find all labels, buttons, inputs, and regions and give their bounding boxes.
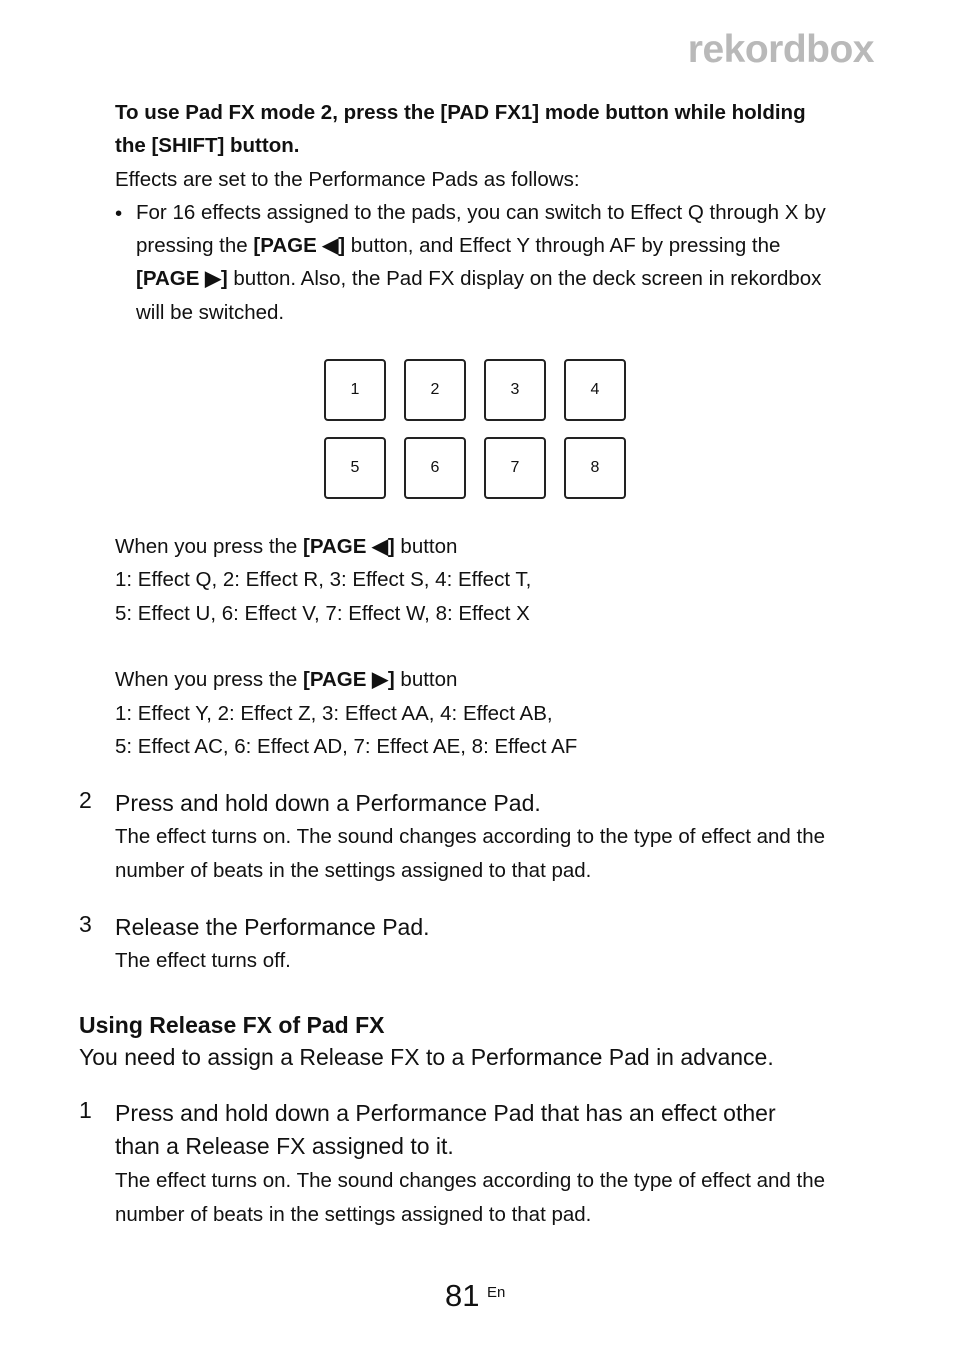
page-right-button-ref: [PAGE ▶]: [136, 267, 228, 290]
pad-3: 3: [484, 359, 546, 421]
brand-logo: rekordbox: [687, 28, 874, 71]
bullet-marker: •: [115, 202, 123, 225]
page-left-effects-2: 5: Effect U, 6: Effect V, 7: Effect W, 8: Effect X: [115, 602, 530, 625]
bullet-line1: For 16 effects assigned to the pads, you can switch to Effect Q through X by: [136, 201, 826, 224]
pad-1: 1: [324, 359, 386, 421]
pad-8: 8: [564, 437, 626, 499]
bullet-line3-b: button. Also, the Pad FX display on the deck screen in rekordbox: [227, 267, 822, 290]
step-2-body-line1: The effect turns on. The sound changes according to the type of effect and the: [115, 825, 826, 848]
step-1-title-line1: Press and hold down a Performance Pad that has an effect other: [115, 1100, 776, 1126]
bullet-line2-a: pressing the: [136, 234, 254, 257]
page-number: 81: [445, 1278, 480, 1313]
step-2-body-line2: number of beats in the settings assigned to that pad.: [115, 859, 592, 882]
page-left-heading: [115, 530, 457, 563]
step-3-title: Release the Performance Pad.: [115, 914, 430, 940]
pad-5: 5: [324, 437, 386, 499]
page-right-heading-a: When you press the: [115, 668, 304, 691]
page-left-heading-c: button: [394, 535, 458, 558]
step-1-body-line1: The effect turns on. The sound changes according to the type of effect and the: [115, 1169, 826, 1192]
step-2-title: Press and hold down a Performance Pad.: [115, 790, 541, 816]
step-2-number: 2: [79, 787, 92, 813]
section-lead: You need to assign a Release FX to a Performance Pad in advance.: [79, 1044, 774, 1070]
intro-text: Effects are set to the Performance Pads as follows:: [115, 168, 580, 191]
page-right-heading-b: [PAGE ▶]: [303, 668, 395, 691]
step-1-number: 1: [79, 1097, 92, 1123]
page-left-button-ref: [PAGE ◀]: [253, 234, 346, 257]
step-1-title-line2: than a Release FX assigned to it.: [115, 1133, 454, 1159]
pad-2: 2: [404, 359, 466, 421]
bullet-line2-c: button, and Effect Y through AF by pressing the: [345, 234, 781, 257]
intro-instruction-line1: To use Pad FX mode 2, press the [PAD FX1] mode button while holding: [115, 101, 806, 124]
page-left-effects-1: 1: Effect Q, 2: Effect R, 3: Effect S, 4: Effect T,: [115, 568, 532, 591]
step-1-body-line2: number of beats in the settings assigned to that pad.: [115, 1203, 592, 1226]
step-3-body-line1: The effect turns off.: [115, 949, 291, 972]
intro-instruction-line2: the [SHIFT] button.: [115, 134, 300, 157]
page-right-effects-2: 5: Effect AC, 6: Effect AD, 7: Effect AE, 8: Effect AF: [115, 735, 578, 758]
page-right-heading: [115, 663, 457, 696]
pad-6: 6: [404, 437, 466, 499]
pad-4: 4: [564, 359, 626, 421]
section-heading: Using Release FX of Pad FX: [79, 1012, 385, 1038]
bullet-line3: [136, 262, 821, 295]
bullet-line2: [136, 229, 780, 262]
page-right-heading-c: button: [394, 668, 458, 691]
bullet-line4: will be switched.: [136, 301, 285, 324]
page-left-heading-a: When you press the: [115, 535, 304, 558]
step-3-number: 3: [79, 911, 92, 937]
pad-7: 7: [484, 437, 546, 499]
page-language: En: [487, 1284, 506, 1301]
page-left-heading-b: [PAGE ◀]: [303, 535, 395, 558]
page-right-effects-1: 1: Effect Y, 2: Effect Z, 3: Effect AA, 4: Effect AB,: [115, 702, 553, 725]
